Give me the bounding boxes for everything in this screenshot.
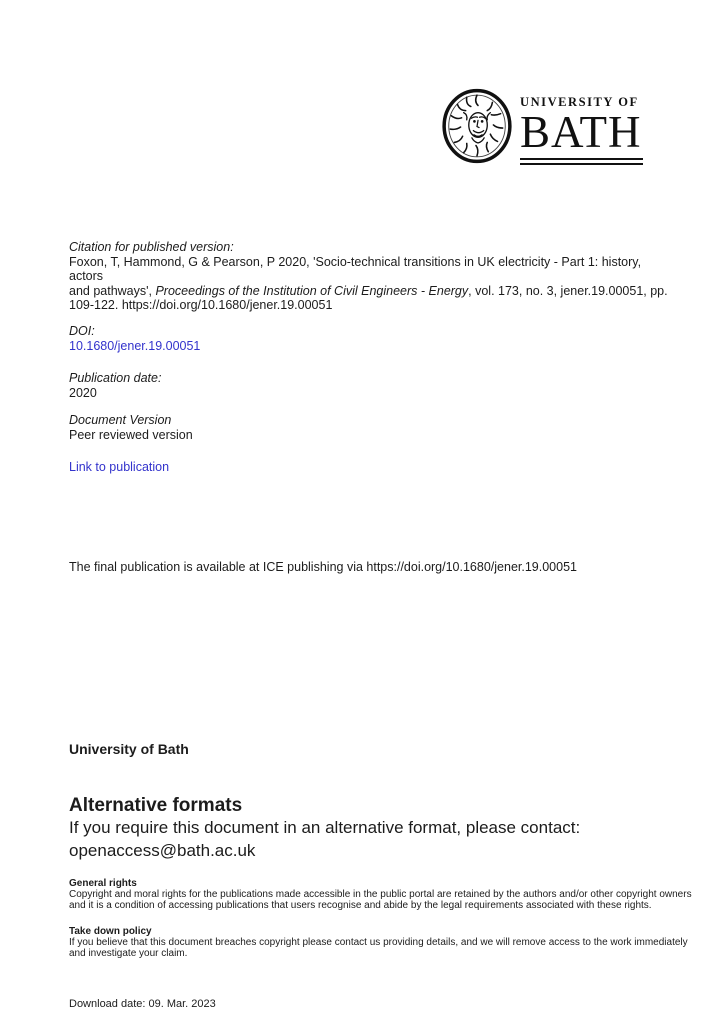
general-rights-body-line2: and it is a condition of accessing publications that users recognise and abide by the legal requirements associated with these rights. (69, 899, 652, 911)
citation-section (69, 240, 669, 313)
citation-line-3: 109-122. https://doi.org/10.1680/jener.19.00051 (69, 298, 333, 312)
doi-label: DOI: (69, 324, 95, 338)
publication-date-label: Publication date: (69, 371, 162, 385)
logo-double-rule (520, 158, 643, 165)
take-down-policy-heading: Take down policy (69, 926, 152, 937)
general-rights-body-line1: Copyright and moral rights for the publications made accessible in the public portal are retained by the authors and/or other copyright owners (69, 888, 692, 900)
doi-section (69, 324, 200, 353)
take-down-policy-body-line2: and investigate your claim. (69, 947, 188, 959)
download-date: Download date: 09. Mar. 2023 (69, 998, 216, 1010)
link-to-publication[interactable]: Link to publication (69, 460, 170, 474)
link-to-publication-section (69, 460, 169, 474)
publication-date-section (69, 371, 161, 400)
bath-gorgon-medallion-icon (441, 88, 513, 164)
university-of-bath-logo (441, 88, 646, 165)
citation-line-1: Foxon, T, Hammond, G & Pearson, P 2020, 'Socio-technical transitions in UK electricity - Part 1: history, actors (69, 254, 642, 283)
logo-university-of-text: UNIVERSITY OF (520, 95, 639, 109)
citation-line-2 (69, 284, 669, 299)
university-heading: University of Bath (69, 741, 189, 757)
citation-label: Citation for published version: (69, 240, 234, 254)
alternative-formats-email: openaccess@bath.ac.uk (69, 840, 256, 860)
logo-bath-text: BATH (520, 107, 642, 157)
alternative-formats-heading: Alternative formats (69, 795, 243, 816)
document-version-label: Document Version (69, 413, 172, 427)
alternative-formats-section (69, 794, 580, 862)
alternative-formats-line1: If you require this document in an alternative format, please contact: (69, 818, 581, 837)
general-rights-heading: General rights (69, 878, 137, 889)
availability-note: The final publication is available at ICE publishing via https://doi.org/10.1680/jener.19.00051 (69, 560, 577, 574)
general-rights-section (69, 879, 699, 911)
document-version-section (69, 413, 193, 442)
doi-link[interactable]: 10.1680/jener.19.00051 (69, 338, 201, 353)
take-down-policy-body-line1: If you believe that this document breaches copyright please contact us providing details, and we will remove access to the work immediately (69, 936, 688, 948)
citation-journal-title: Proceedings of the Institution of Civil Engineers - Energy (155, 283, 469, 298)
citation-line2-pre: and pathways', (69, 283, 156, 298)
publication-date-value: 2020 (69, 385, 97, 400)
citation-line2-post: , vol. 173, no. 3, jener.19.00051, pp. (468, 283, 668, 298)
take-down-policy-section (69, 927, 699, 959)
logo-wordmark (520, 88, 646, 165)
document-version-value: Peer reviewed version (69, 427, 193, 442)
